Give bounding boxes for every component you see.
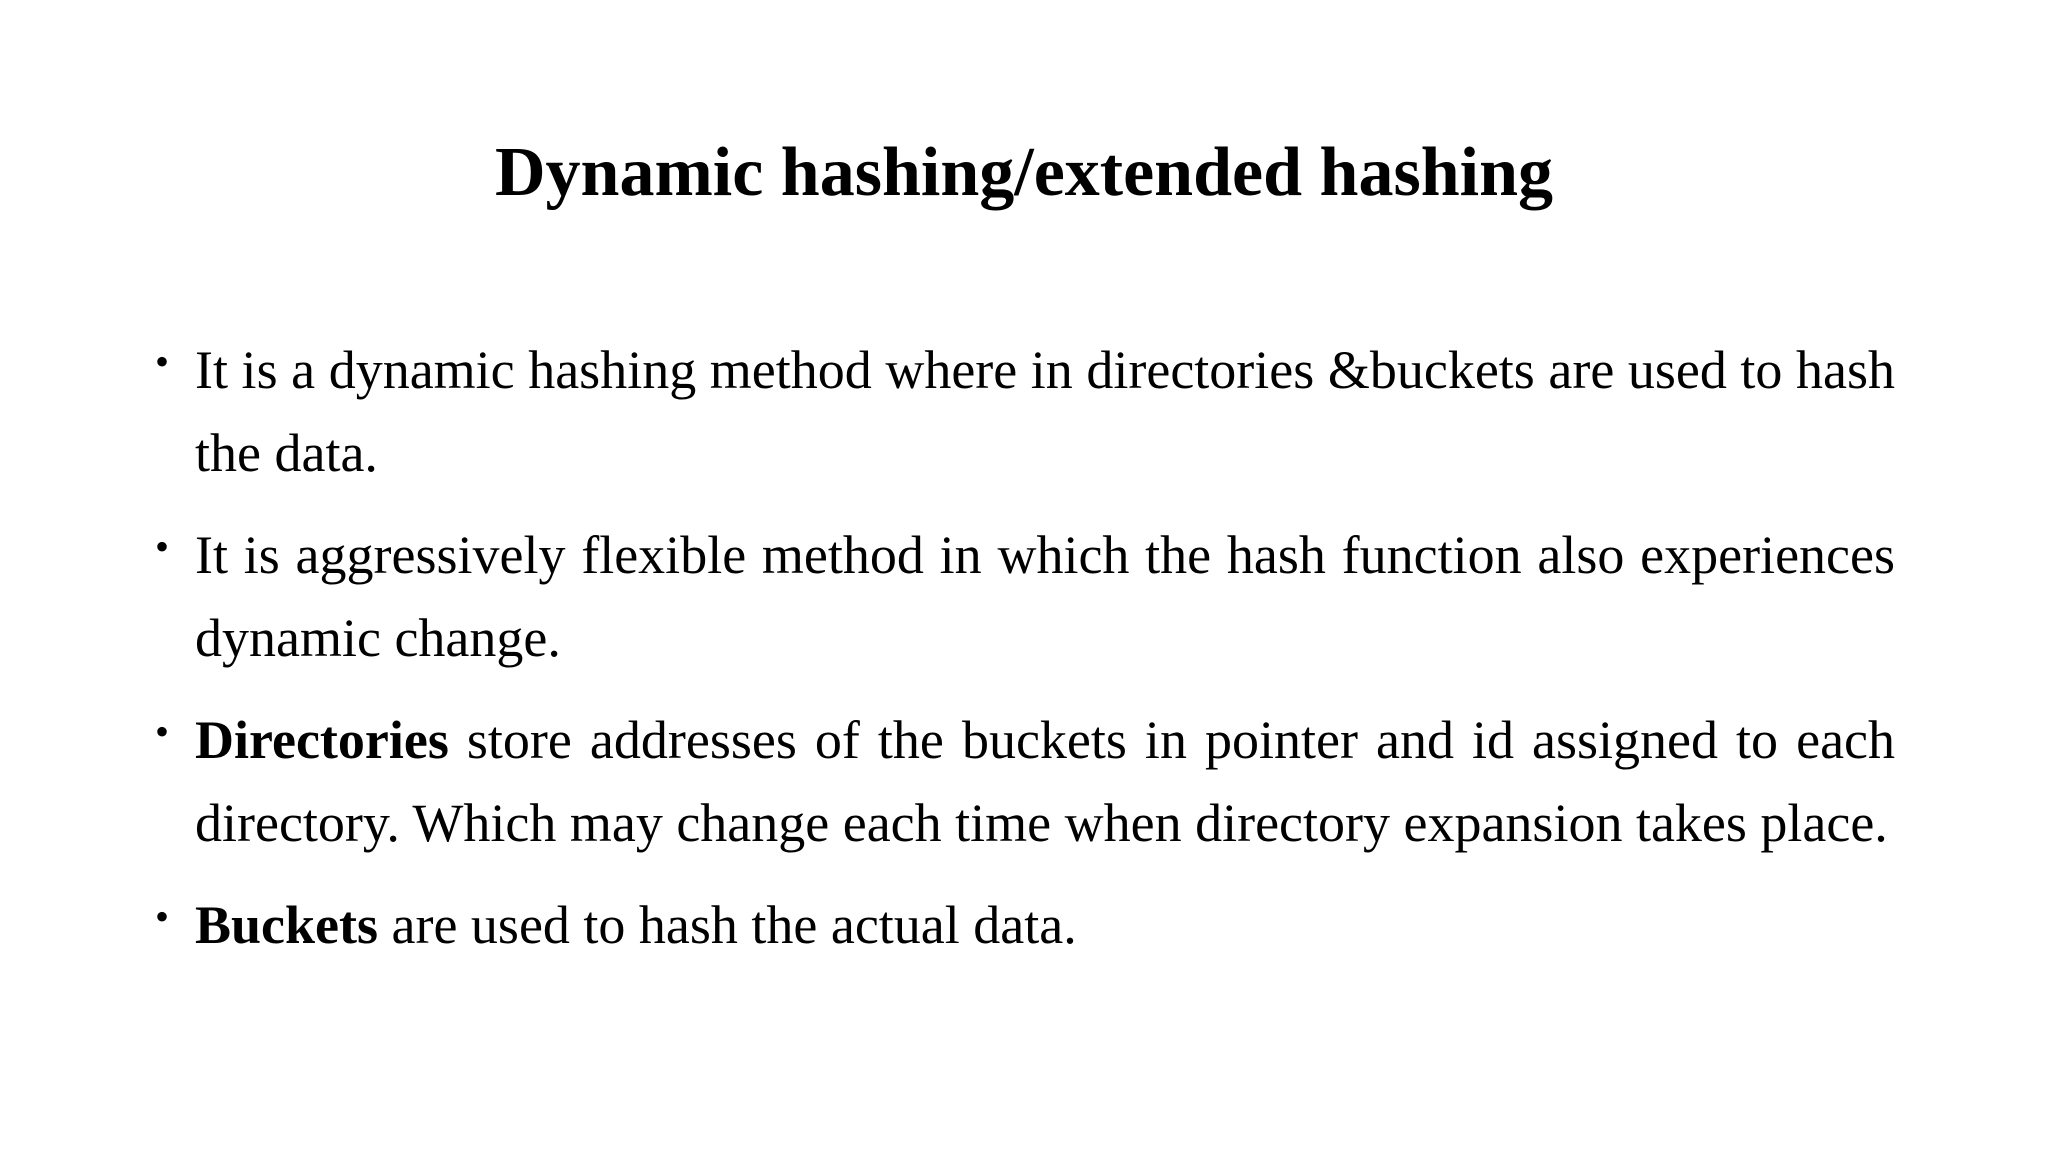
bullet-dot-icon: • — [155, 524, 170, 569]
bullet-item — [155, 884, 1895, 967]
bullet-dot-icon: • — [155, 894, 170, 939]
bullet-dot-icon: • — [155, 709, 170, 754]
bullet-term: Buckets — [195, 895, 379, 955]
bullet-text: store addresses of the buckets in pointer and id assigned to each directory. Which may change each time when directory expansion takes place. — [195, 710, 1895, 853]
bullet-text: It is a dynamic hashing method where in directories &buckets are used to hash the data. — [195, 340, 1895, 483]
bullet-item — [155, 514, 1895, 680]
bullet-text: are used to hash the actual data. — [378, 895, 1077, 955]
bullet-text: It is aggressively flexible method in which the hash function also experiences dynamic change. — [195, 525, 1895, 668]
bullet-item — [155, 699, 1895, 865]
bullet-term: Directories — [195, 710, 449, 770]
bullet-list — [155, 329, 1895, 986]
bullet-dot-icon: • — [155, 339, 170, 384]
slide-title: Dynamic hashing/extended hashing — [494, 134, 1554, 211]
bullet-item — [155, 329, 1895, 495]
